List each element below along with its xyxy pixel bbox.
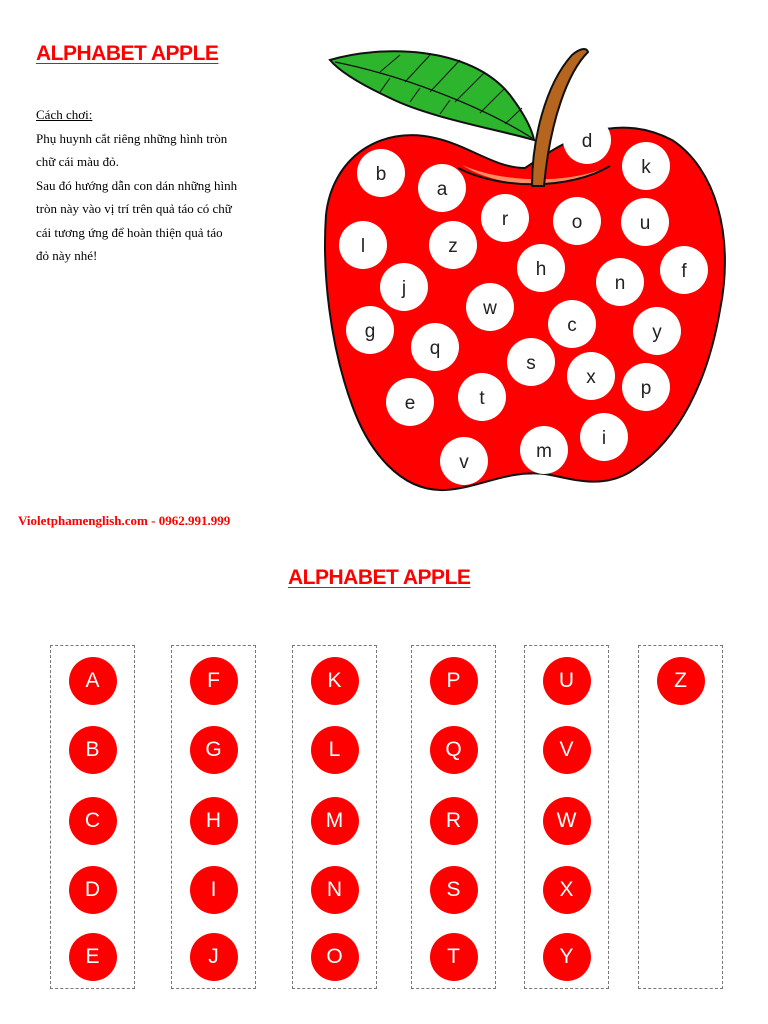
apple-spot-x <box>567 352 615 400</box>
cutout-circle-Q: Q <box>430 726 478 774</box>
apple-spot-p <box>622 363 670 411</box>
apple-spot-letter: d <box>581 131 593 152</box>
cutout-circle-B: B <box>69 726 117 774</box>
cutout-circle-S: S <box>430 866 478 914</box>
cutout-circle-V: V <box>543 726 591 774</box>
apple-spot-letter: j <box>401 278 407 299</box>
cutout-circle-H: H <box>190 797 238 845</box>
apple-spot-s <box>507 338 555 386</box>
apple-spot-n <box>596 258 644 306</box>
apple-illustration <box>0 0 768 510</box>
apple-spot-letter: u <box>639 213 651 234</box>
apple-spot-u <box>621 198 669 246</box>
apple-spot-o <box>553 197 601 245</box>
instruction-line: chữ cái màu đỏ. <box>36 154 119 169</box>
apple-spot-t <box>458 373 506 421</box>
apple-spot-i <box>580 413 628 461</box>
cutout-circle-Y: Y <box>543 933 591 981</box>
cutout-circle-L: L <box>311 726 359 774</box>
cutout-circle-X: X <box>543 866 591 914</box>
apple-spot-l <box>339 221 387 269</box>
cutout-circle-D: D <box>69 866 117 914</box>
apple-spot-letter: k <box>641 157 651 178</box>
apple-spot-c <box>548 300 596 348</box>
cutout-circle-R: R <box>430 797 478 845</box>
cutout-circle-N: N <box>311 866 359 914</box>
apple-spot-letter: p <box>640 378 652 399</box>
apple-spot-letter: g <box>364 321 376 342</box>
cutout-circle-Z: Z <box>657 657 705 705</box>
cutout-title: ALPHABET APPLE <box>288 566 471 589</box>
cutout-circle-C: C <box>69 797 117 845</box>
apple-spot-letter: l <box>360 236 366 257</box>
apple-spot-letter: e <box>404 393 416 414</box>
cutout-circle-F: F <box>190 657 238 705</box>
apple-spot-letter: r <box>501 209 509 230</box>
apple-spot-m <box>520 426 568 474</box>
apple-spot-letter: h <box>535 259 547 280</box>
apple-spot-f <box>660 246 708 294</box>
instruction-line: đỏ này nhé! <box>36 248 98 263</box>
cutout-circle-M: M <box>311 797 359 845</box>
apple-spot-letter: i <box>601 428 607 449</box>
cutout-circle-G: G <box>190 726 238 774</box>
apple-spot-letter: s <box>526 353 536 374</box>
instructions-heading: Cách chơi: <box>36 107 93 122</box>
footer-contact: Violetphamenglish.com - 0962.991.999 <box>18 513 231 528</box>
instruction-line: Sau đó hướng dẫn con dán những hình <box>36 177 238 193</box>
cutout-circle-W: W <box>543 797 591 845</box>
page-title: ALPHABET APPLE <box>36 42 219 65</box>
apple-spot-letter: q <box>429 338 441 359</box>
cutout-circle-I: I <box>190 866 238 914</box>
cutout-circle-O: O <box>311 933 359 981</box>
apple-spot-g <box>346 306 394 354</box>
apple-spot-k <box>622 142 670 190</box>
apple-spot-r <box>481 194 529 242</box>
apple-spot-letter: c <box>567 315 577 336</box>
apple-spot-d <box>563 116 611 164</box>
cutout-circle-P: P <box>430 657 478 705</box>
apple-spot-v <box>440 437 488 485</box>
apple-spot-letter: w <box>483 298 497 319</box>
instruction-line: Phụ huynh cắt riêng những hình tròn <box>36 130 228 146</box>
apple-spot-q <box>411 323 459 371</box>
apple-spot-letter: v <box>459 452 469 473</box>
apple-spot-letter: y <box>652 322 662 343</box>
apple-spot-letter: a <box>436 179 448 200</box>
apple-spot-letter: f <box>681 261 687 282</box>
leaf <box>330 51 534 140</box>
cutout-circle-K: K <box>311 657 359 705</box>
cutout-circle-J: J <box>190 933 238 981</box>
cutout-circle-U: U <box>543 657 591 705</box>
apple-spot-letter: n <box>614 273 626 294</box>
apple-spot-a <box>418 164 466 212</box>
apple-spot-j <box>380 263 428 311</box>
apple-spot-h <box>517 244 565 292</box>
apple-spot-w <box>466 283 514 331</box>
apple-spot-b <box>357 149 405 197</box>
apple-spot-y <box>633 307 681 355</box>
cutout-circle-A: A <box>69 657 117 705</box>
cutout-circle-T: T <box>430 933 478 981</box>
apple-spot-letter: b <box>375 164 387 185</box>
cutout-circle-E: E <box>69 933 117 981</box>
apple-spot-letter: x <box>586 367 596 388</box>
apple-spot-letter: m <box>536 441 552 462</box>
apple-spot-letter: z <box>448 236 458 257</box>
apple-spot-letter: t <box>479 388 485 409</box>
instruction-line: tròn này vào vị trí trên quả táo có chữ <box>36 201 232 216</box>
apple-spot-e <box>386 378 434 426</box>
apple-spot-letter: o <box>571 212 583 233</box>
instruction-line: cái tương ứng để hoàn thiện quả táo <box>36 224 223 240</box>
apple-spot-z <box>429 221 477 269</box>
